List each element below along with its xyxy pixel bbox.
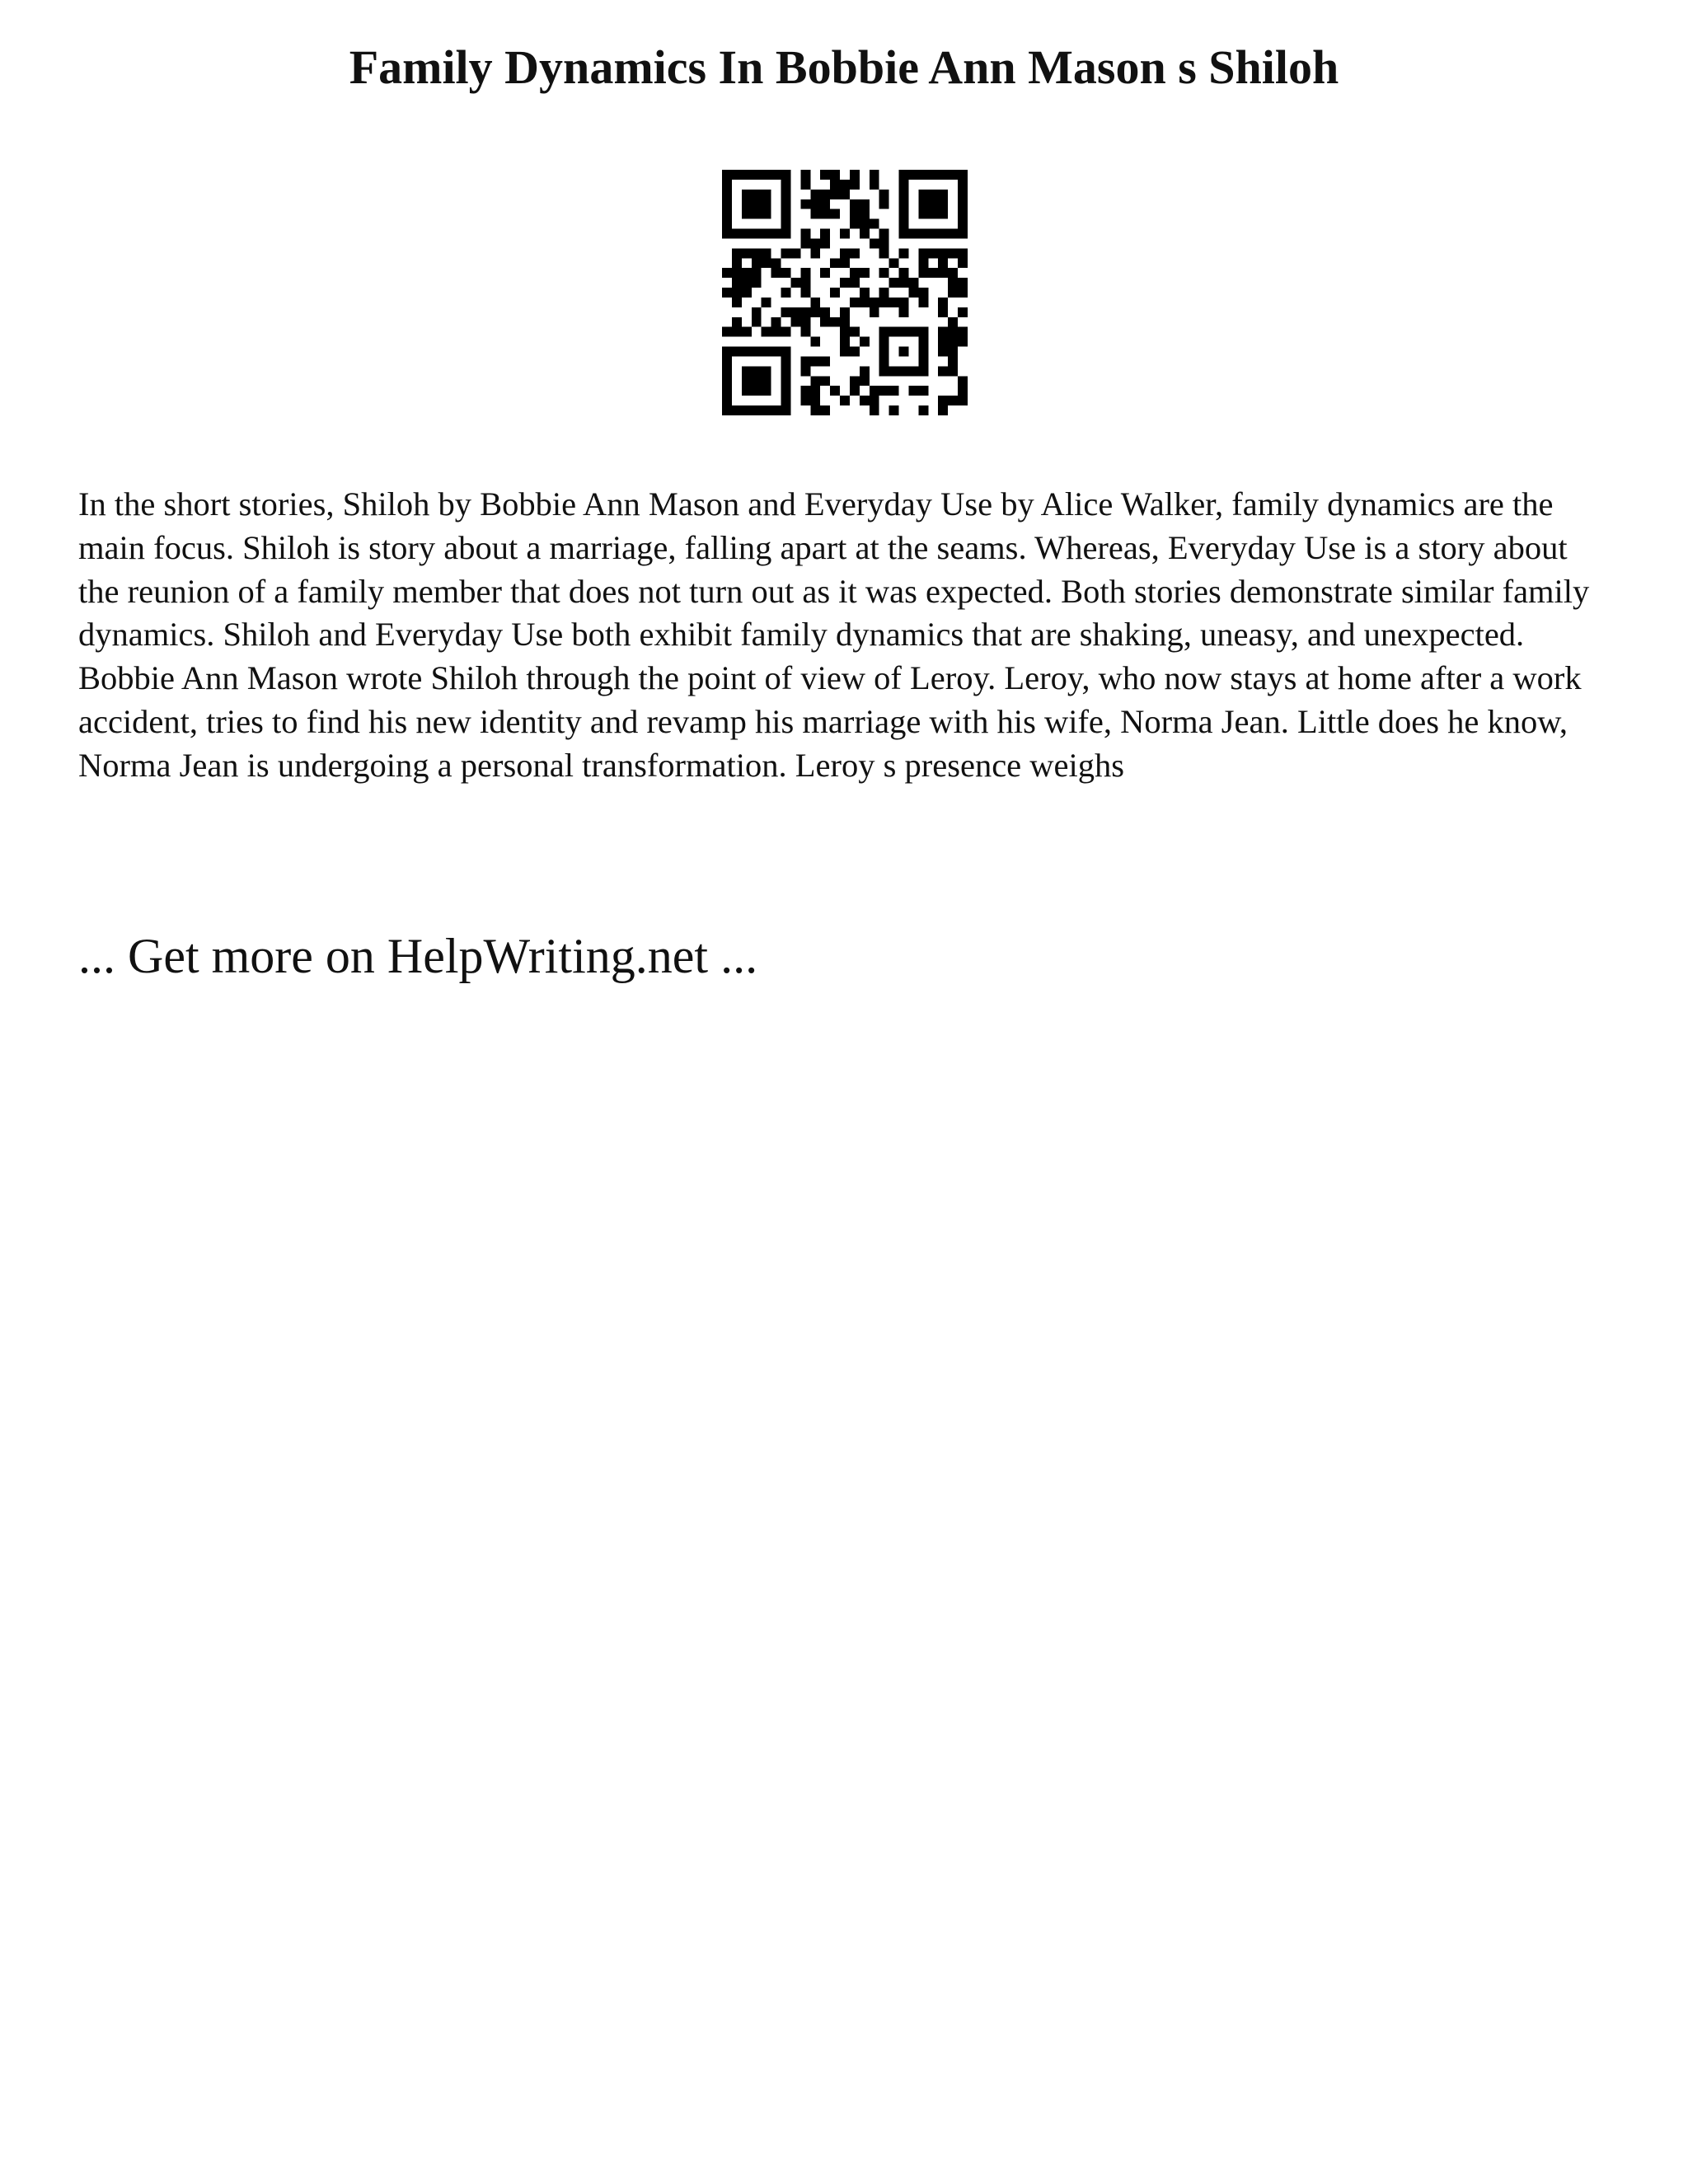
paragraph: Bobbie Ann Mason wrote Shiloh through the point of view of Leroy. Leroy, who now stays at home after a work accident, tries to find his new identity and revamp his marriage with his wife, Norma Jean. Little does he know, Norma Jean is undergoing a personal transformation. Leroy s presence weighs — [78, 659, 1582, 784]
article-body — [78, 483, 1611, 788]
qr-code-icon — [722, 170, 968, 415]
paragraph: In the short stories, Shiloh by Bobbie Ann Mason and Everyday Use by Alice Walker, family dynamics are the main focus. Shiloh is story about a marriage, falling apart at the seams. Whereas, Everyday Use is a story about the reunion of a family member that does not turn out as it was expected. Both stories demonstrate similar family dynamics. Shiloh and Everyday Use both exhibit family dynamics that are shaking, uneasy, and unexpected. — [78, 485, 1590, 654]
page-title: Family Dynamics In Bobbie Ann Mason s Shiloh — [349, 40, 1339, 94]
more-link[interactable]: ... Get more on HelpWriting.net ... — [78, 929, 758, 983]
